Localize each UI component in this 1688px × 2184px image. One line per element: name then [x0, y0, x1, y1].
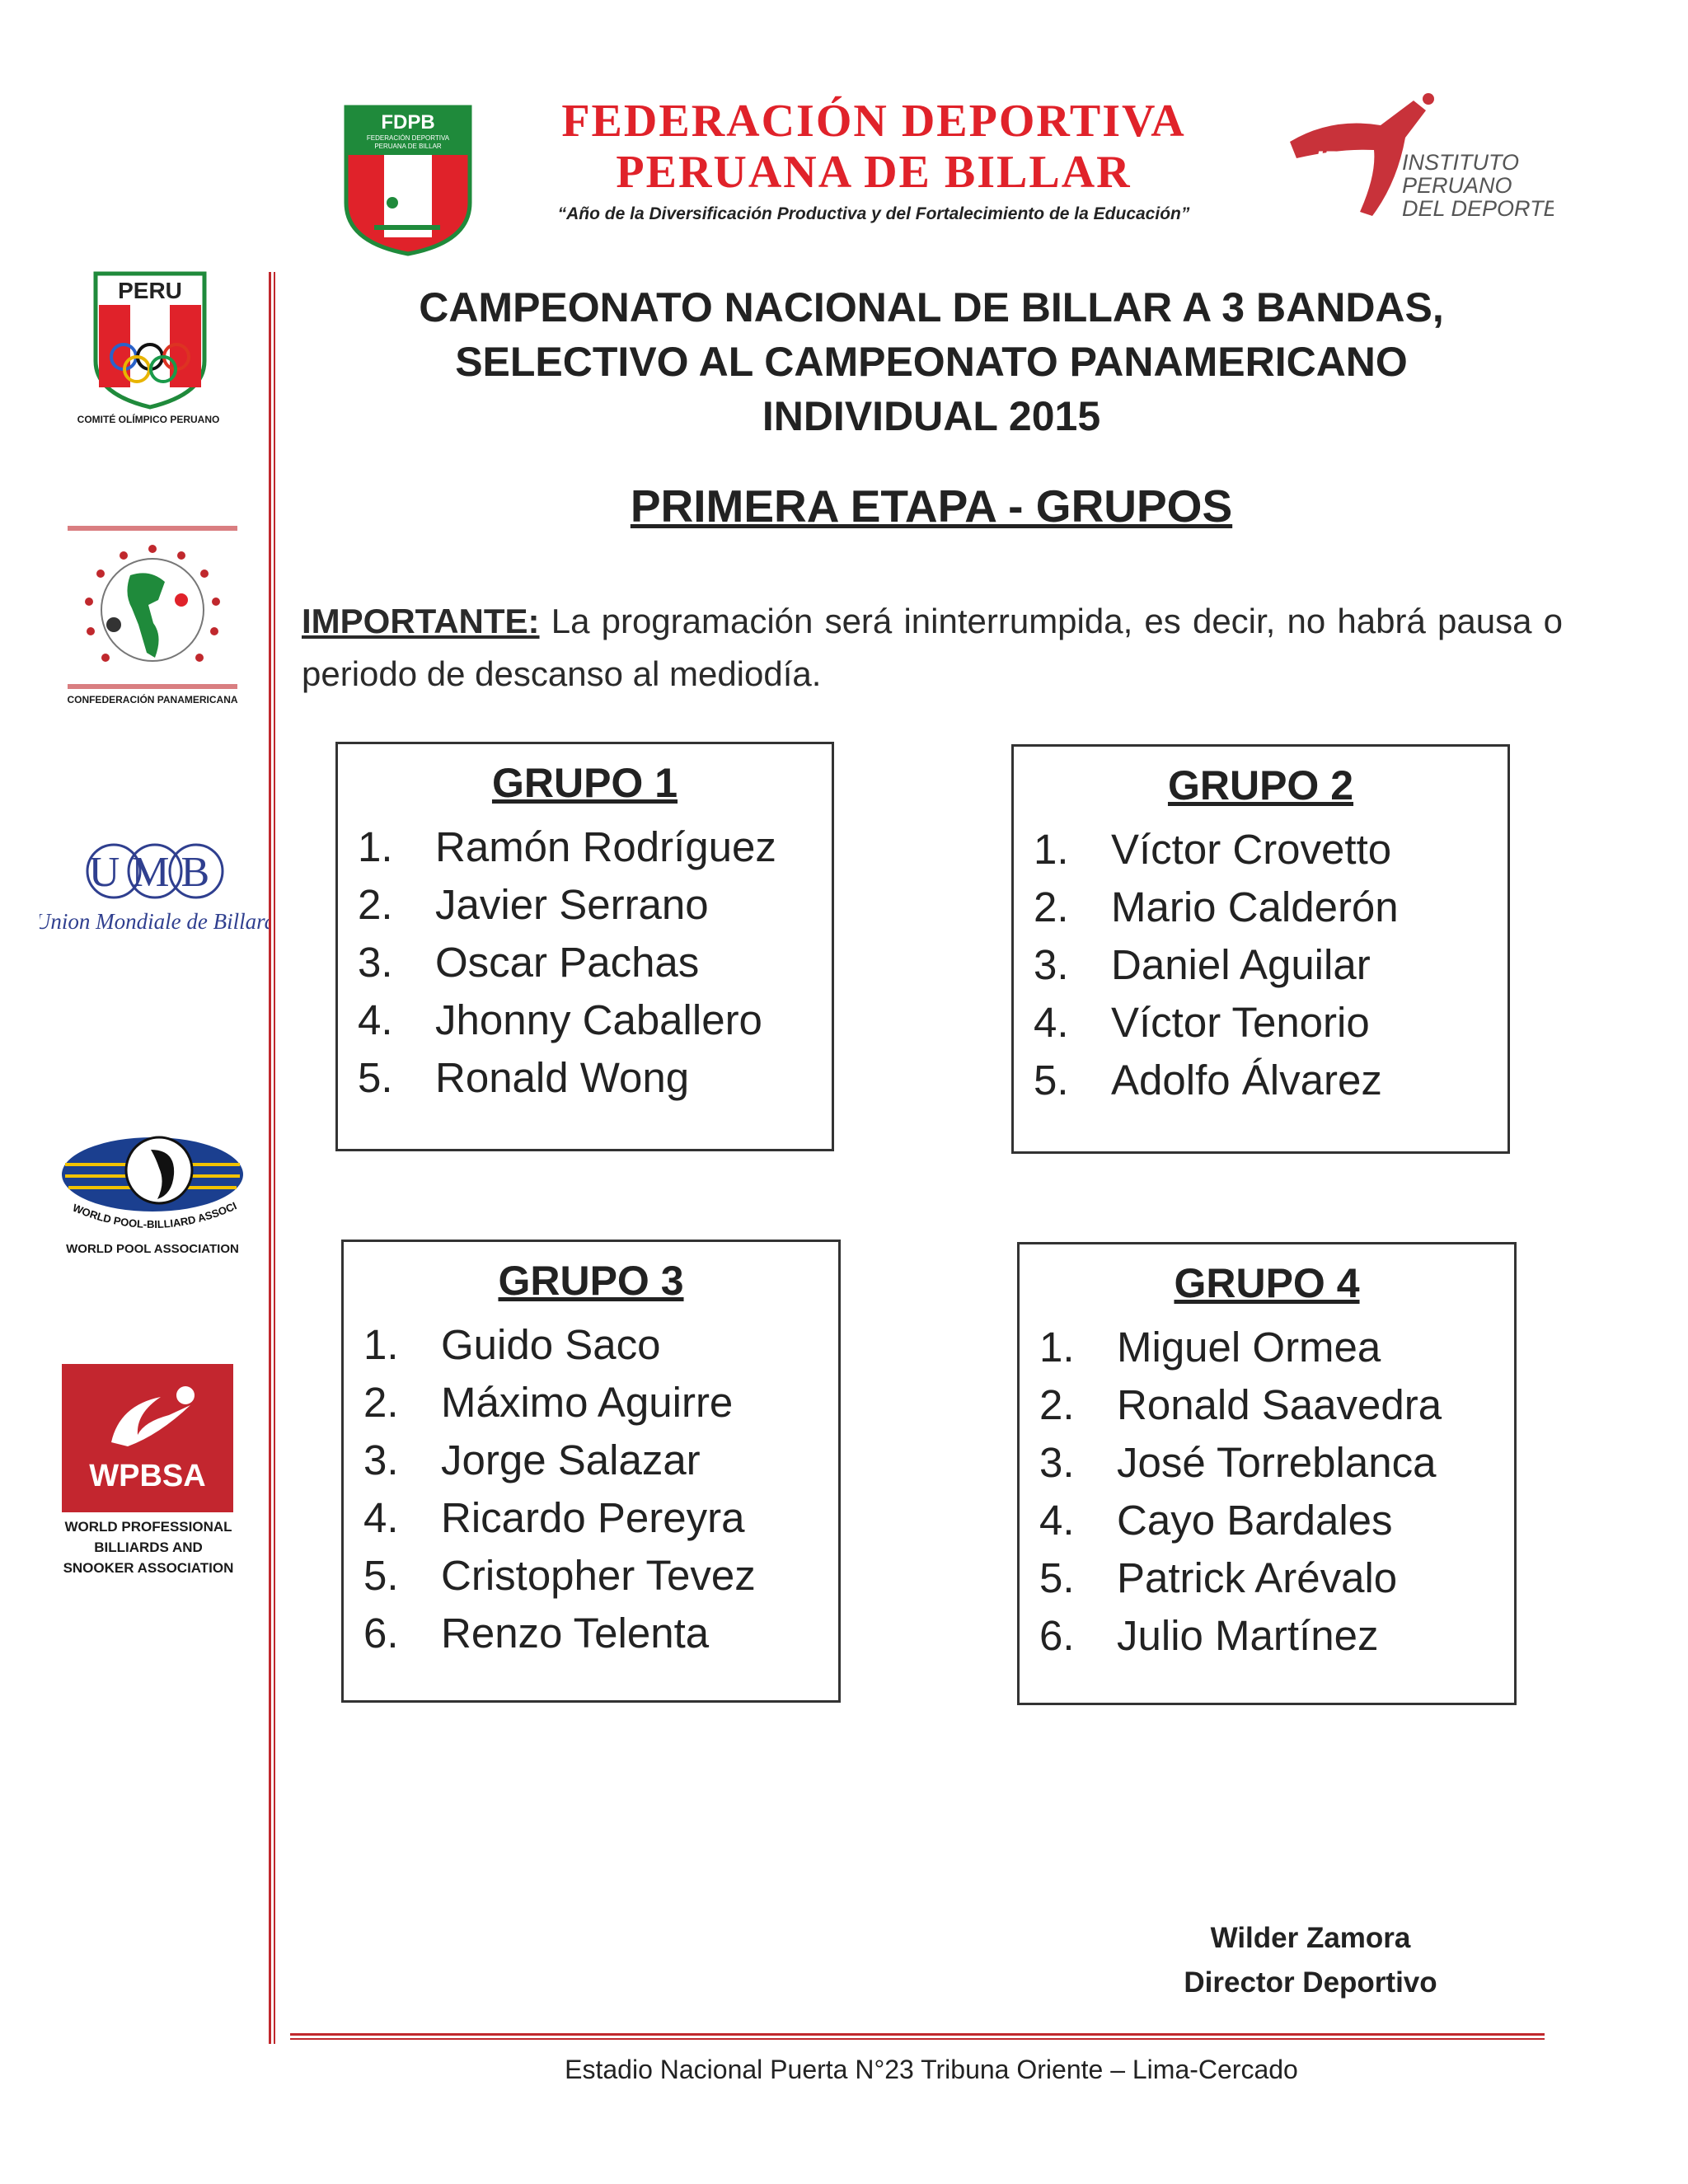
player-number: 6. — [1039, 1612, 1075, 1659]
player-name: Julio Martínez — [1117, 1612, 1379, 1659]
group-4-box — [1017, 1242, 1517, 1705]
player-number: 6. — [363, 1610, 399, 1657]
player-item — [363, 1605, 838, 1662]
panamerican-confederation-logo — [58, 519, 247, 709]
player-number: 1. — [363, 1321, 399, 1368]
svg-text:Union Mondiale de Billard: Union Mondiale de Billard — [40, 909, 270, 934]
horizontal-red-rule — [290, 2033, 1545, 2040]
group-title: GRUPO 4 — [1174, 1260, 1360, 1306]
svg-text:WORLD POOL-BILLIARD ASSOCIATIO: WORLD POOL-BILLIARD ASSOCI — [70, 1199, 239, 1231]
player-item — [1039, 1607, 1514, 1665]
player-item — [1039, 1434, 1514, 1492]
title-line3: INDIVIDUAL 2015 — [762, 393, 1101, 439]
player-number: 3. — [358, 939, 393, 986]
player-item — [358, 991, 832, 1049]
federation-title-line1: FEDERACIÓN DEPORTIVA — [561, 96, 1186, 147]
svg-text:FEDERACIÓN DEPORTIVA: FEDERACIÓN DEPORTIVA — [366, 134, 450, 142]
peru-logo-caption: COMITÉ OLÍMPICO PERUANO — [77, 414, 220, 425]
wpbsa-caption-line1: WORLD PROFESSIONAL — [64, 1519, 232, 1535]
player-name: José Torreblanca — [1117, 1439, 1437, 1486]
signature-role: Director Deportivo — [1184, 1966, 1437, 1999]
group-title: GRUPO 2 — [1167, 762, 1354, 808]
svg-text:IPD: IPD — [1315, 146, 1362, 177]
player-name: Guido Saco — [441, 1321, 661, 1368]
player-name: Patrick Arévalo — [1117, 1554, 1398, 1601]
player-name: Ricardo Pereyra — [441, 1494, 745, 1541]
player-item — [363, 1316, 838, 1374]
player-name: Adolfo Álvarez — [1111, 1057, 1382, 1104]
player-name: Víctor Crovetto — [1111, 826, 1392, 873]
player-number: 3. — [1034, 941, 1069, 988]
federation-title-line2: PERUANA DE BILLAR — [616, 147, 1132, 198]
svg-text:FDPB: FDPB — [381, 111, 435, 134]
player-number: 3. — [363, 1436, 399, 1483]
player-number: 4. — [1039, 1497, 1075, 1544]
player-name: Jorge Salazar — [441, 1436, 701, 1483]
player-number: 2. — [363, 1379, 399, 1426]
player-item — [363, 1489, 838, 1547]
player-number: 5. — [358, 1054, 393, 1101]
player-number: 4. — [1034, 999, 1069, 1046]
player-name: Ronald Wong — [435, 1054, 690, 1101]
vertical-red-rule — [269, 272, 275, 2044]
player-item — [363, 1547, 838, 1605]
player-item — [1034, 994, 1507, 1052]
wpbsa-logo-caption — [45, 1516, 251, 1578]
player-name: Máximo Aguirre — [441, 1379, 734, 1426]
federation-title — [511, 96, 1236, 198]
player-item — [1039, 1492, 1514, 1549]
svg-text:PERUANO: PERUANO — [1402, 173, 1512, 198]
svg-text:INSTITUTO: INSTITUTO — [1402, 150, 1520, 175]
title-line2: SELECTIVO AL CAMPEONATO PANAMERICANO — [455, 339, 1408, 385]
player-number: 1. — [1039, 1324, 1075, 1371]
player-item — [358, 818, 832, 876]
player-item — [1039, 1376, 1514, 1434]
player-number: 1. — [1034, 826, 1069, 873]
player-name: Ramón Rodríguez — [435, 823, 776, 870]
player-name: Mario Calderón — [1111, 883, 1399, 930]
player-number: 1. — [358, 823, 393, 870]
player-item — [1034, 821, 1507, 879]
player-item — [358, 934, 832, 991]
group-title: GRUPO 1 — [491, 760, 678, 806]
player-name: Oscar Pachas — [435, 939, 700, 986]
player-item — [1034, 1052, 1507, 1109]
player-number: 5. — [1034, 1057, 1069, 1104]
player-number: 3. — [1039, 1439, 1075, 1486]
player-number: 2. — [1034, 883, 1069, 930]
notice-text: La programación será ininterrumpida, es decir, no habrá pausa o periodo de descanso al mediodía. — [302, 602, 1563, 693]
player-item — [358, 1049, 832, 1107]
signature-name: Wilder Zamora — [1210, 1922, 1411, 1954]
wpbsa-logo — [62, 1364, 233, 1512]
wpa-logo — [54, 1125, 251, 1240]
player-name: Ronald Saavedra — [1117, 1381, 1442, 1428]
group-3-box — [341, 1240, 841, 1703]
svg-text:PERU: PERU — [118, 278, 182, 303]
svg-text:PERUANA DE BILLAR: PERUANA DE BILLAR — [374, 143, 442, 150]
player-list — [338, 818, 832, 1107]
player-name: Cayo Bardales — [1117, 1497, 1393, 1544]
fdpb-shield-logo — [341, 104, 475, 257]
player-name: Cristopher Tevez — [441, 1552, 756, 1599]
player-item — [1039, 1549, 1514, 1607]
player-list — [1014, 821, 1507, 1109]
player-number: 2. — [1039, 1381, 1075, 1428]
footer-address: Estadio Nacional Puerta N°23 Tribuna Oriente – Lima-Cercado — [565, 2055, 1298, 2084]
player-item — [1039, 1319, 1514, 1376]
wpbsa-caption-line2: BILLIARDS AND — [94, 1540, 203, 1555]
svg-text:UMB: UMB — [88, 849, 222, 896]
player-number: 5. — [1039, 1554, 1075, 1601]
player-name: Renzo Telenta — [441, 1610, 710, 1657]
peru-olympic-committee-logo — [76, 270, 224, 435]
player-name: Daniel Aguilar — [1111, 941, 1371, 988]
group-title: GRUPO 3 — [498, 1258, 684, 1304]
player-item — [363, 1432, 838, 1489]
player-number: 4. — [363, 1494, 399, 1541]
umb-logo — [40, 828, 270, 944]
important-notice — [302, 595, 1563, 701]
player-name: Javier Serrano — [435, 881, 709, 928]
svg-text:WPBSA: WPBSA — [89, 1459, 206, 1493]
stage-subtitle: PRIMERA ETAPA - GRUPOS — [630, 480, 1233, 532]
player-name: Jhonny Caballero — [435, 996, 762, 1043]
wpbsa-caption-line3: SNOOKER ASSOCIATION — [63, 1560, 234, 1576]
notice-label: IMPORTANTE: — [302, 602, 540, 640]
player-number: 4. — [358, 996, 393, 1043]
player-item — [363, 1374, 838, 1432]
championship-title — [313, 280, 1550, 443]
player-number: 2. — [358, 881, 393, 928]
group-2-box — [1011, 744, 1510, 1154]
player-item — [1034, 879, 1507, 936]
title-line1: CAMPEONATO NACIONAL DE BILLAR A 3 BANDAS, — [419, 284, 1444, 330]
wpa-logo-caption: WORLD POOL ASSOCIATION — [66, 1242, 239, 1256]
player-item — [1034, 936, 1507, 994]
player-name: Miguel Ormea — [1117, 1324, 1381, 1371]
player-list — [344, 1316, 838, 1662]
signature-block — [1137, 1916, 1484, 2005]
player-item — [358, 876, 832, 934]
svg-text:DEL DEPORTE: DEL DEPORTE — [1402, 196, 1554, 221]
player-name: Víctor Tenorio — [1111, 999, 1370, 1046]
panamerican-confederation-caption: CONFEDERACIÓN PANAMERICANA — [67, 694, 238, 705]
ipd-logo — [1282, 92, 1554, 224]
group-1-box — [335, 742, 834, 1151]
player-number: 5. — [363, 1552, 399, 1599]
player-list — [1020, 1319, 1514, 1665]
federation-motto: “Año de la Diversificación Productiva y del Fortalecimiento de la Educación” — [557, 204, 1190, 223]
